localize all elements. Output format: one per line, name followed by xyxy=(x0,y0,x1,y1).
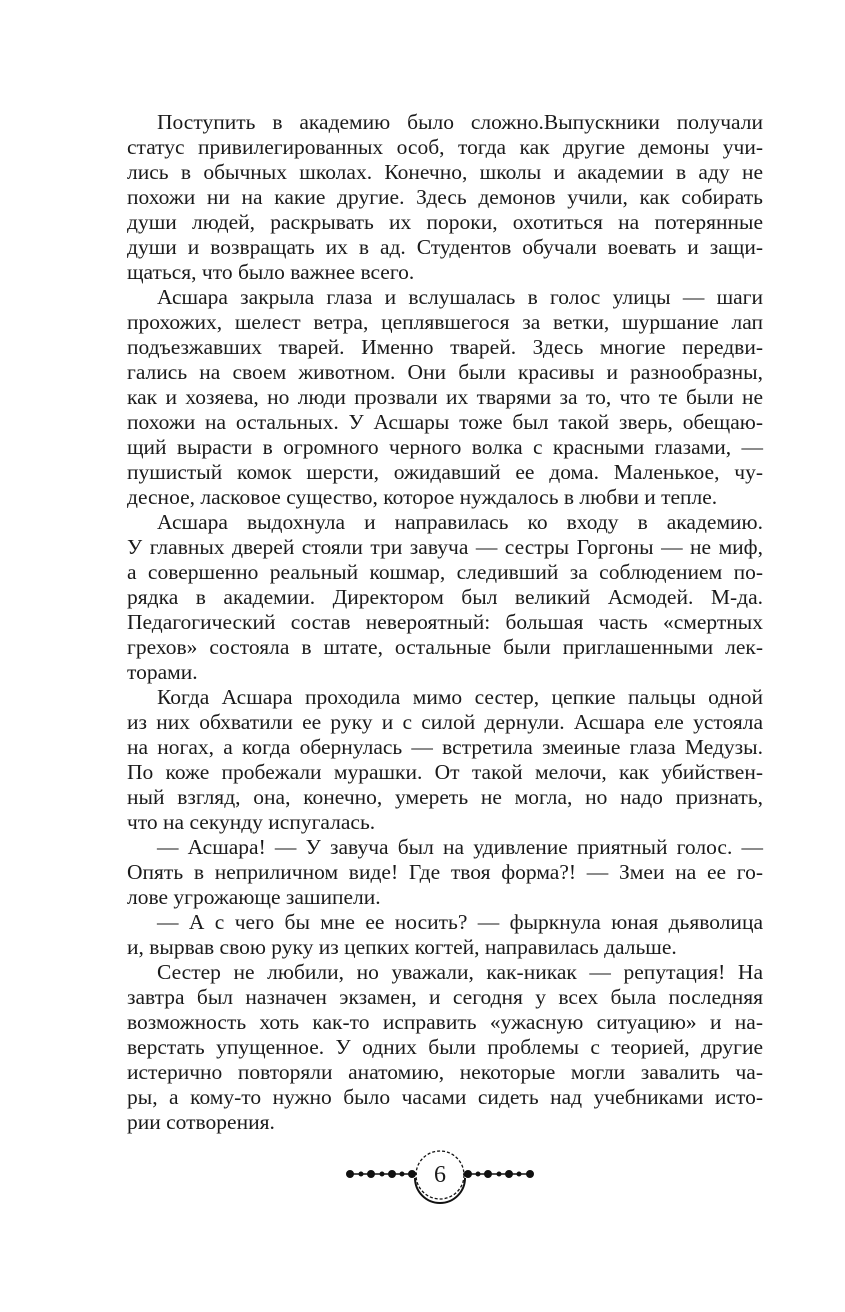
text-line: и, вырвав свою руку из цепких когтей, направилась дальше. xyxy=(127,935,677,959)
text-line: У главных дверей стояли три завуча — сестры Горгоны — не миф, xyxy=(127,535,763,559)
paragraph xyxy=(127,835,763,910)
text-line: лись в обычных школах. Конечно, школы и академии в аду не xyxy=(127,160,763,184)
text-line: души и возвращать их в ад. Студентов обучали воевать и защи- xyxy=(127,235,763,259)
page-number: 6 xyxy=(434,1162,446,1188)
text-line: Асшара выдохнула и направилась ко входу в академию. xyxy=(157,510,763,534)
text-line: похожи ни на какие другие. Здесь демонов учили, как собирать xyxy=(127,185,763,209)
text-line: Сестер не любили, но уважали, как-никак — репутация! На xyxy=(157,960,763,984)
text-line: похожи на остальных. У Асшары тоже был такой зверь, обещаю- xyxy=(127,410,763,434)
text-line: верстать упущенное. У одних были проблемы с теорией, другие xyxy=(127,1035,763,1059)
text-line: рядка в академии. Директором был великий Асмодей. М-да. xyxy=(127,585,763,609)
text-line: что на секунду испугалась. xyxy=(127,810,376,834)
text-line: грехов» состояла в штате, остальные были приглашенными лек- xyxy=(127,635,763,659)
text-line: По коже пробежали мурашки. От такой мелочи, как убийствен- xyxy=(127,760,763,784)
text-line: щаться, что было важнее всего. xyxy=(127,260,415,284)
paragraph xyxy=(127,685,763,835)
paragraph xyxy=(127,510,763,685)
text-line: истерично повторяли анатомию, некоторые могли завалить ча- xyxy=(127,1060,763,1084)
text-line: статус привилегированных особ, тогда как другие демоны учи- xyxy=(127,135,763,159)
paragraph xyxy=(127,110,763,285)
text-line: гались на своем животном. Они были красивы и разнообразны, xyxy=(127,360,763,384)
text-line: щий вырасти в огромного черного волка с красными глазами, — xyxy=(127,435,763,459)
body-text xyxy=(127,110,763,1135)
text-line: Педагогический состав невероятный: большая часть «смертных xyxy=(127,610,763,634)
paragraph xyxy=(127,285,763,510)
text-line: прохожих, шелест ветра, цеплявшегося за ветки, шуршание лап xyxy=(127,310,763,334)
text-line: Поступить в академию было сложно.Выпускники получали xyxy=(157,110,763,134)
paragraph xyxy=(127,910,763,960)
paragraph xyxy=(127,960,763,1135)
text-line: Опять в неприличном виде! Где твоя форма?! — Змеи на ее го- xyxy=(127,860,763,884)
text-line: из них обхватили ее руку и с силой дернули. Асшара еле устояла xyxy=(127,710,763,734)
text-line: — Асшара! — У завуча был на удивление приятный голос. — xyxy=(157,835,763,859)
text-line: возможность хоть как-то исправить «ужасную ситуацию» и на- xyxy=(127,1010,763,1034)
text-line: завтра был назначен экзамен, и сегодня у всех была последняя xyxy=(127,985,763,1009)
text-line: а совершенно реальный кошмар, следивший за соблюдением по- xyxy=(127,560,763,584)
text-line: рии сотворения. xyxy=(127,1110,275,1134)
text-line: подъезжавших тварей. Именно тварей. Здесь многие передви- xyxy=(127,335,763,359)
text-line: Асшара закрыла глаза и вслушалась в голос улицы — шаги xyxy=(157,285,763,309)
text-line: пушистый комок шерсти, ожидавший ее дома. Маленькое, чу- xyxy=(127,460,763,484)
text-line: как и хозяева, но люди прозвали их тварями за то, что те были не xyxy=(127,385,763,409)
text-line: ный взгляд, она, конечно, умереть не могла, но надо признать, xyxy=(127,785,763,809)
text-line: на ногах, а когда обернулась — встретила змеиные глаза Медузы. xyxy=(127,735,763,759)
text-line: Когда Асшара проходила мимо сестер, цепкие пальцы одной xyxy=(157,685,763,709)
text-line: десное, ласковое существо, которое нуждалось в любви и тепле. xyxy=(127,485,718,509)
text-line: торами. xyxy=(127,660,198,684)
text-line: ры, а кому-то нужно было часами сидеть над учебниками исто- xyxy=(127,1085,763,1109)
text-line: — А с чего бы мне ее носить? — фыркнула юная дьяволица xyxy=(157,910,763,934)
text-line: лове угрожающе зашипели. xyxy=(127,885,381,909)
page-number-ornament xyxy=(345,1150,535,1220)
text-line: души людей, раскрывать их пороки, охотиться на потерянные xyxy=(127,210,763,234)
